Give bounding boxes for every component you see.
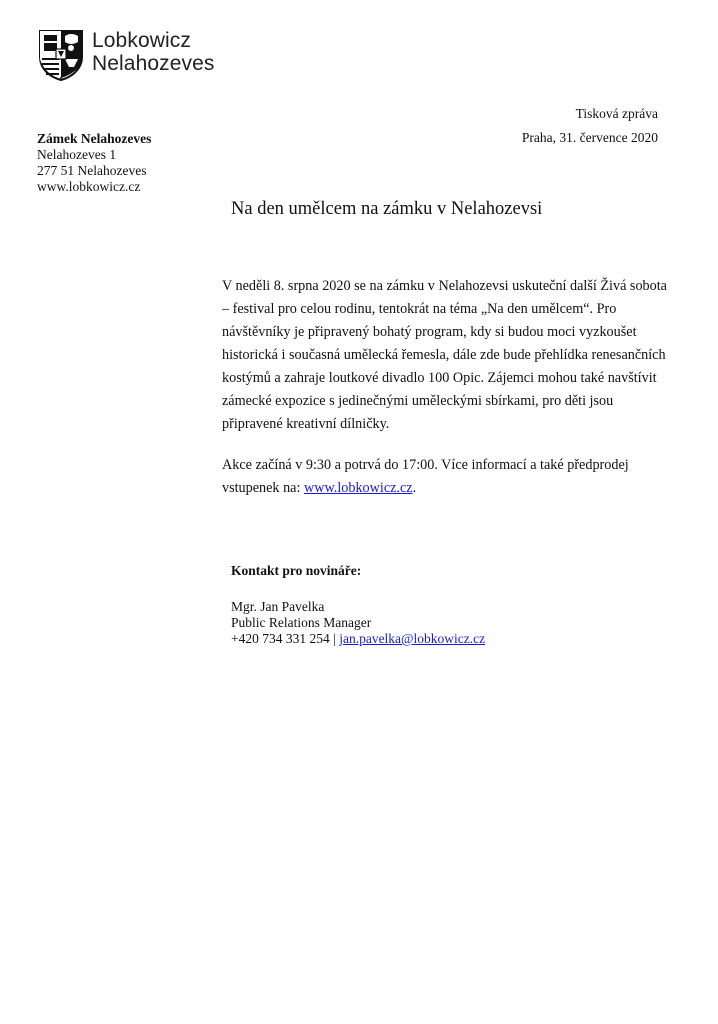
contact-title: Kontakt pro novináře: [231, 563, 362, 578]
website-link[interactable]: www.lobkowicz.cz [303, 480, 413, 496]
paragraph-2 [222, 454, 670, 500]
contact-name: Mgr. Jan Pavelka [231, 599, 325, 614]
sender-web: www.lobkowicz.cz [37, 179, 141, 194]
press-contact [231, 563, 485, 647]
body-text [222, 275, 670, 518]
coat-of-arms-icon [38, 29, 84, 81]
brand-wordmark [92, 29, 215, 75]
document-date: Praha, 31. července 2020 [521, 130, 658, 145]
paragraph-2-end: . [412, 480, 417, 496]
brand-logo [38, 29, 215, 81]
brand-line-2: Nelahozeves [92, 52, 215, 75]
contact-email-link[interactable]: jan.pavelka@lobkowicz.cz [339, 631, 486, 646]
sender-name: Zámek Nelahozeves [37, 131, 152, 146]
headline: Na den umělcem na zámku v Nelahozevsi [231, 199, 543, 219]
document-type: Tisková zpráva [575, 106, 658, 121]
brand-line-1: Lobkowicz [92, 29, 191, 52]
contact-phone: +420 734 331 254 | [231, 631, 340, 646]
sender-street: Nelahozeves 1 [37, 147, 117, 162]
contact-role: Public Relations Manager [231, 615, 372, 630]
paragraph-2-text: Akce začíná v 9:30 a potrvá do 17:00. Více informací a také předprodej vstupenek na: [222, 457, 629, 496]
paragraph-1: V neděli 8. srpna 2020 se na zámku v Nelahozevsi uskuteční další Živá sobota – festival pro celou rodinu, tentokrát na téma „Na den umělcem“. Pro návštěvníky je připravený bohatý program, kdy si budou moci vyzkoušet historická i současná umělecká řemesla, dále zde bude přehlídka renesančních kostýmů a zahraje loutkové divadlo 100 Opic. Zájemci mohou také navštívit zámecké expozice s jedinečnými uměleckými sbírkami, pro děti jsou připravené kreativní dílničky. [222, 278, 667, 432]
sender-city: 277 51 Nelahozeves [37, 163, 147, 178]
sender-address [37, 131, 151, 195]
contact-line [231, 631, 485, 647]
